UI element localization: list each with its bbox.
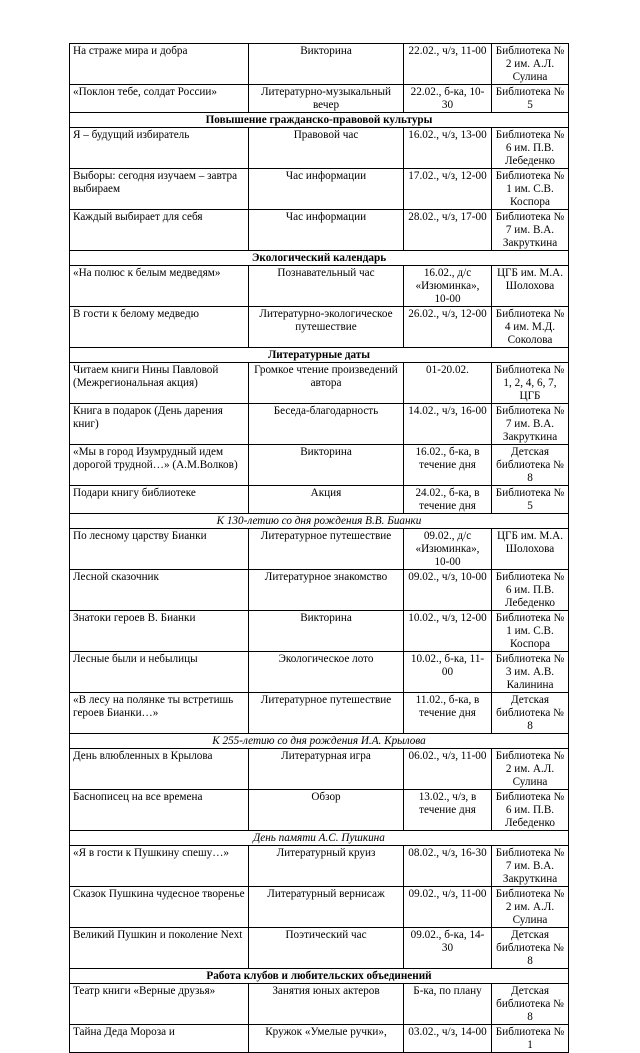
section-header-row: [70, 113, 569, 128]
event-row: [70, 570, 569, 611]
event-place-cell: Библиотека № 7 им. В.А. Закруткина: [492, 210, 569, 251]
event-row: [70, 307, 569, 348]
event-form-cell: Громкое чтение произведений автора: [249, 363, 404, 404]
event-date-cell: 16.02., б-ка, в течение дня: [404, 445, 492, 486]
event-date-cell: 08.02., ч/з, 16-30: [404, 846, 492, 887]
event-row: [70, 984, 569, 1025]
event-date-cell: 14.02., ч/з, 16-00: [404, 404, 492, 445]
event-form-cell: Литературно-экологическое путешествие: [249, 307, 404, 348]
table-body: [70, 44, 569, 1053]
event-form-cell: Литературный круиз: [249, 846, 404, 887]
event-row: [70, 445, 569, 486]
event-date-cell: 22.02., б-ка, 10-30: [404, 85, 492, 113]
event-name-cell: Лесные были и небылицы: [70, 652, 249, 693]
event-date-cell: 28.02., ч/з, 17-00: [404, 210, 492, 251]
event-row: [70, 887, 569, 928]
event-place-cell: Детская библиотека № 8: [492, 693, 569, 734]
event-date-cell: 09.02., д/с «Изюминка», 10-00: [404, 529, 492, 570]
event-name-cell: Театр книги «Верные друзья»: [70, 984, 249, 1025]
event-date-cell: 09.02., б-ка, 14-30: [404, 928, 492, 969]
subsection-header-row: [70, 831, 569, 846]
event-name-cell: Подари книгу библиотеке: [70, 486, 249, 514]
event-place-cell: Библиотека № 7 им. В.А. Закруткина: [492, 404, 569, 445]
event-form-cell: Акция: [249, 486, 404, 514]
event-date-cell: 10.02., ч/з, 12-00: [404, 611, 492, 652]
subsection-header-row: [70, 734, 569, 749]
section-header-row: [70, 969, 569, 984]
event-row: [70, 266, 569, 307]
event-form-cell: Литературный вернисаж: [249, 887, 404, 928]
event-form-cell: Час информации: [249, 210, 404, 251]
event-place-cell: Библиотека № 1: [492, 1025, 569, 1053]
event-row: [70, 928, 569, 969]
section-title: Литературные даты: [70, 348, 569, 363]
event-place-cell: Библиотека № 1 им. С.В. Коспора: [492, 611, 569, 652]
event-row: [70, 85, 569, 113]
event-date-cell: 24.02., б-ка, в течение дня: [404, 486, 492, 514]
event-name-cell: «Я в гости к Пушкину спешу…»: [70, 846, 249, 887]
event-row: [70, 363, 569, 404]
subsection-title: К 130-летию со дня рождения В.В. Бианки: [70, 514, 569, 529]
event-date-cell: 26.02., ч/з, 12-00: [404, 307, 492, 348]
event-row: [70, 1025, 569, 1053]
event-place-cell: Детская библиотека № 8: [492, 445, 569, 486]
event-name-cell: Лесной сказочник: [70, 570, 249, 611]
event-place-cell: Библиотека № 5: [492, 85, 569, 113]
section-title: Повышение гражданско-правовой культуры: [70, 113, 569, 128]
event-form-cell: Литературное знакомство: [249, 570, 404, 611]
subsection-title: День памяти А.С. Пушкина: [70, 831, 569, 846]
event-date-cell: 11.02., б-ка, в течение дня: [404, 693, 492, 734]
subsection-header-row: [70, 514, 569, 529]
event-name-cell: По лесному царству Бианки: [70, 529, 249, 570]
event-form-cell: Поэтический час: [249, 928, 404, 969]
event-date-cell: 01-20.02.: [404, 363, 492, 404]
event-name-cell: «На полюс к белым медведям»: [70, 266, 249, 307]
event-place-cell: Библиотека № 2 им. А.Л. Сулина: [492, 887, 569, 928]
event-place-cell: Библиотека № 6 им. П.В. Лебеденко: [492, 790, 569, 831]
event-name-cell: Тайна Деда Мороза и: [70, 1025, 249, 1053]
event-row: [70, 529, 569, 570]
event-date-cell: 10.02., б-ка, 11-00: [404, 652, 492, 693]
event-name-cell: Баснописец на все времена: [70, 790, 249, 831]
event-name-cell: «Поклон тебе, солдат России»: [70, 85, 249, 113]
event-date-cell: Б-ка, по плану: [404, 984, 492, 1025]
event-name-cell: Я – будущий избиратель: [70, 128, 249, 169]
event-form-cell: Литературное путешествие: [249, 529, 404, 570]
event-place-cell: ЦГБ им. М.А. Шолохова: [492, 529, 569, 570]
subsection-title: К 255-летию со дня рождения И.А. Крылова: [70, 734, 569, 749]
event-place-cell: Библиотека № 6 им. П.В. Лебеденко: [492, 128, 569, 169]
event-form-cell: Обзор: [249, 790, 404, 831]
event-form-cell: Беседа-благодарность: [249, 404, 404, 445]
event-name-cell: Книга в подарок (День дарения книг): [70, 404, 249, 445]
event-name-cell: «В лесу на полянке ты встретишь героев Бианки…»: [70, 693, 249, 734]
event-name-cell: Великий Пушкин и поколение Next: [70, 928, 249, 969]
event-name-cell: Сказок Пушкина чудесное творенье: [70, 887, 249, 928]
event-name-cell: Читаем книги Нины Павловой (Межрегиональная акция): [70, 363, 249, 404]
event-place-cell: Библиотека № 1 им. С.В. Коспора: [492, 169, 569, 210]
event-date-cell: 17.02., ч/з, 12-00: [404, 169, 492, 210]
event-row: [70, 210, 569, 251]
event-row: [70, 44, 569, 85]
event-row: [70, 652, 569, 693]
event-name-cell: День влюбленных в Крылова: [70, 749, 249, 790]
event-form-cell: Викторина: [249, 611, 404, 652]
section-title: Работа клубов и любительских объединений: [70, 969, 569, 984]
event-date-cell: 09.02., ч/з, 10-00: [404, 570, 492, 611]
event-date-cell: 16.02., д/с «Изюминка», 10-00: [404, 266, 492, 307]
event-row: [70, 846, 569, 887]
event-name-cell: «Мы в город Изумрудный идем дорогой трудной…» (А.М.Волков): [70, 445, 249, 486]
event-form-cell: Правовой час: [249, 128, 404, 169]
event-form-cell: Экологическое лото: [249, 652, 404, 693]
event-form-cell: Литературное путешествие: [249, 693, 404, 734]
section-title: Экологический календарь: [70, 251, 569, 266]
event-place-cell: Библиотека № 5: [492, 486, 569, 514]
event-date-cell: 22.02., ч/з, 11-00: [404, 44, 492, 85]
event-place-cell: Библиотека № 3 им. А.В. Калинина: [492, 652, 569, 693]
event-name-cell: На страже мира и добра: [70, 44, 249, 85]
event-row: [70, 404, 569, 445]
event-form-cell: Познавательный час: [249, 266, 404, 307]
event-date-cell: 03.02., ч/з, 14-00: [404, 1025, 492, 1053]
event-name-cell: Каждый выбирает для себя: [70, 210, 249, 251]
event-place-cell: Библиотека № 2 им. А.Л. Сулина: [492, 749, 569, 790]
section-header-row: [70, 348, 569, 363]
event-place-cell: Библиотека № 4 им. М.Д. Соколова: [492, 307, 569, 348]
event-date-cell: 13.02., ч/з, в течение дня: [404, 790, 492, 831]
event-date-cell: 09.02., ч/з, 11-00: [404, 887, 492, 928]
event-row: [70, 486, 569, 514]
event-form-cell: Литературно-музыкальный вечер: [249, 85, 404, 113]
event-row: [70, 128, 569, 169]
event-row: [70, 693, 569, 734]
event-name-cell: В гости к белому медведю: [70, 307, 249, 348]
event-place-cell: Библиотека № 2 им. А.Л. Сулина: [492, 44, 569, 85]
event-date-cell: 16.02., ч/з, 13-00: [404, 128, 492, 169]
event-row: [70, 749, 569, 790]
event-form-cell: Кружок «Умелые ручки»,: [249, 1025, 404, 1053]
event-date-cell: 06.02., ч/з, 11-00: [404, 749, 492, 790]
event-row: [70, 790, 569, 831]
event-place-cell: ЦГБ им. М.А. Шолохова: [492, 266, 569, 307]
section-header-row: [70, 251, 569, 266]
event-place-cell: Детская библиотека № 8: [492, 928, 569, 969]
event-place-cell: Детская библиотека № 8: [492, 984, 569, 1025]
event-form-cell: Викторина: [249, 44, 404, 85]
event-row: [70, 611, 569, 652]
event-form-cell: Час информации: [249, 169, 404, 210]
event-name-cell: Знатоки героев В. Бианки: [70, 611, 249, 652]
event-place-cell: Библиотека № 1, 2, 4, 6, 7, ЦГБ: [492, 363, 569, 404]
event-form-cell: Занятия юных актеров: [249, 984, 404, 1025]
event-place-cell: Библиотека № 6 им. П.В. Лебеденко: [492, 570, 569, 611]
events-schedule-table: [69, 43, 569, 1053]
event-form-cell: Викторина: [249, 445, 404, 486]
event-name-cell: Выборы: сегодня изучаем – завтра выбираем: [70, 169, 249, 210]
event-place-cell: Библиотека № 7 им. В.А. Закруткина: [492, 846, 569, 887]
event-row: [70, 169, 569, 210]
event-form-cell: Литературная игра: [249, 749, 404, 790]
